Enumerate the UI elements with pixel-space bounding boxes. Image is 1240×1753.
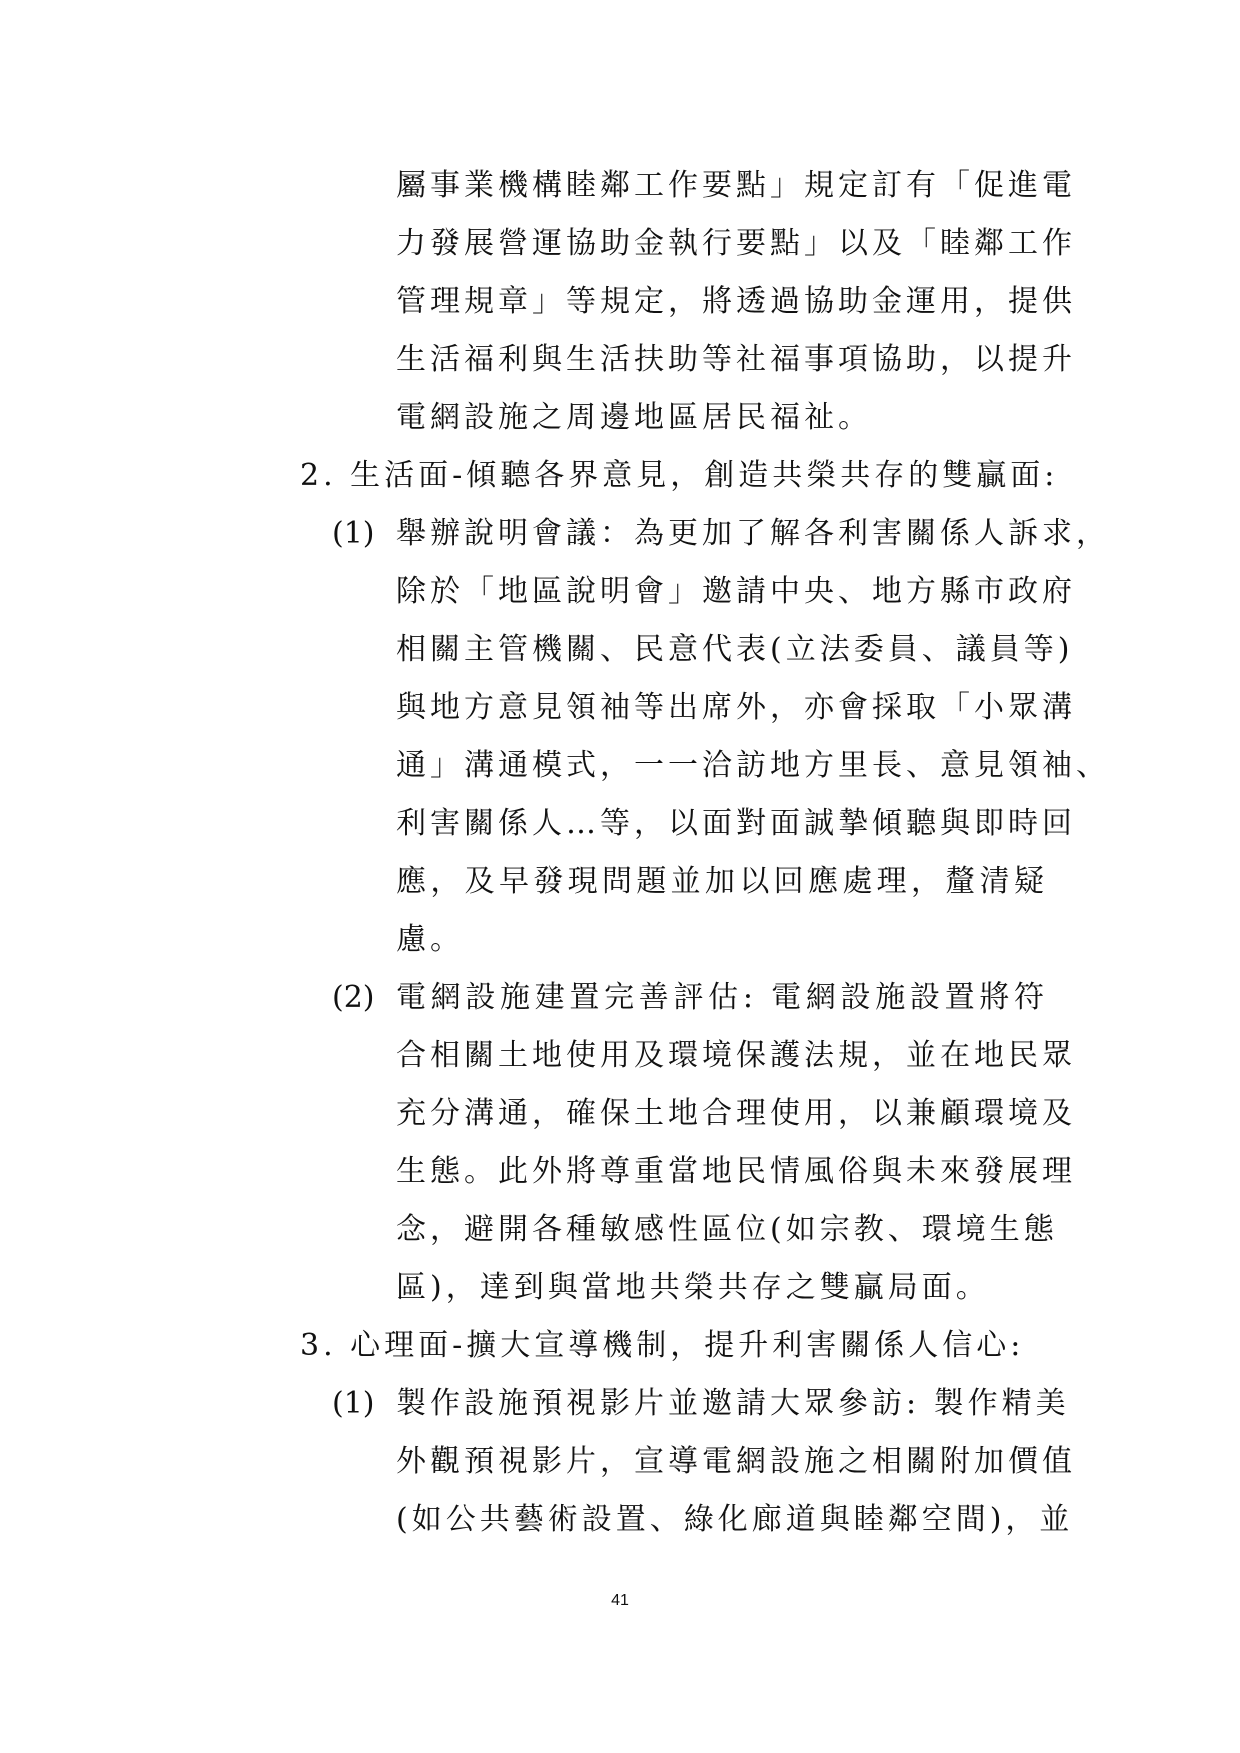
list-item-marker: (2) [332, 980, 375, 1015]
list-item-line: 舉辦說明會議：為更加了解各利害關係人訴求， [396, 516, 1110, 551]
section-heading: 2. 生活面-傾聽各界意見，創造共榮共存的雙贏面: [300, 458, 1059, 493]
list-item-line: (如公共藝術設置、綠化廊道與睦鄰空間)，並 [396, 1502, 1074, 1537]
list-item-marker: (1) [332, 516, 375, 551]
list-item-line: 充分溝通，確保土地合理使用，以兼顧環境及 [396, 1096, 1076, 1131]
list-item-marker: (1) [332, 1386, 375, 1421]
list-item-line: 慮。 [396, 922, 464, 957]
paragraph-line: 力發展營運協助金執行要點」以及「睦鄰工作 [396, 226, 1076, 261]
list-item-line: 製作設施預視影片並邀請大眾參訪: 製作精美 [396, 1386, 1070, 1421]
list-item-line: 合相關土地使用及環境保護法規，並在地民眾 [396, 1038, 1076, 1073]
list-item-line: 除於「地區說明會」邀請中央、地方縣市政府 [396, 574, 1076, 609]
section-heading: 3. 心理面-擴大宣導機制，提升利害關係人信心: [300, 1328, 1025, 1363]
paragraph-line: 電網設施之周邊地區居民福祉。 [396, 400, 872, 435]
list-item-line: 通」溝通模式，一一洽訪地方里長、意見領袖、 [396, 748, 1110, 783]
paragraph-line: 生活福利與生活扶助等社福事項協助，以提升 [396, 342, 1076, 377]
paragraph-line: 管理規章」等規定，將透過協助金運用，提供 [396, 284, 1076, 319]
list-item-line: 與地方意見領袖等出席外，亦會採取「小眾溝 [396, 690, 1076, 725]
page-number: 41 [611, 1592, 629, 1609]
list-item-line: 相關主管機關、民意代表(立法委員、議員等) [396, 632, 1074, 667]
list-item-line: 外觀預視影片，宣導電網設施之相關附加價值 [396, 1444, 1076, 1479]
list-item-line: 利害關係人…等，以面對面誠摯傾聽與即時回 [396, 806, 1076, 841]
list-item-line: 生態。此外將尊重當地民情風俗與未來發展理 [396, 1154, 1076, 1189]
list-item-line: 區)，達到與當地共榮共存之雙贏局面。 [396, 1270, 990, 1305]
list-item-line: 應，及早發現問題並加以回應處理，釐清疑 [396, 864, 1048, 899]
list-item-line: 念，避開各種敏感性區位(如宗教、環境生態 [396, 1212, 1058, 1247]
list-item-line: 電網設施建置完善評估: 電網設施設置將符 [396, 980, 1048, 1015]
paragraph-line: 屬事業機構睦鄰工作要點」規定訂有「促進電 [396, 168, 1076, 203]
